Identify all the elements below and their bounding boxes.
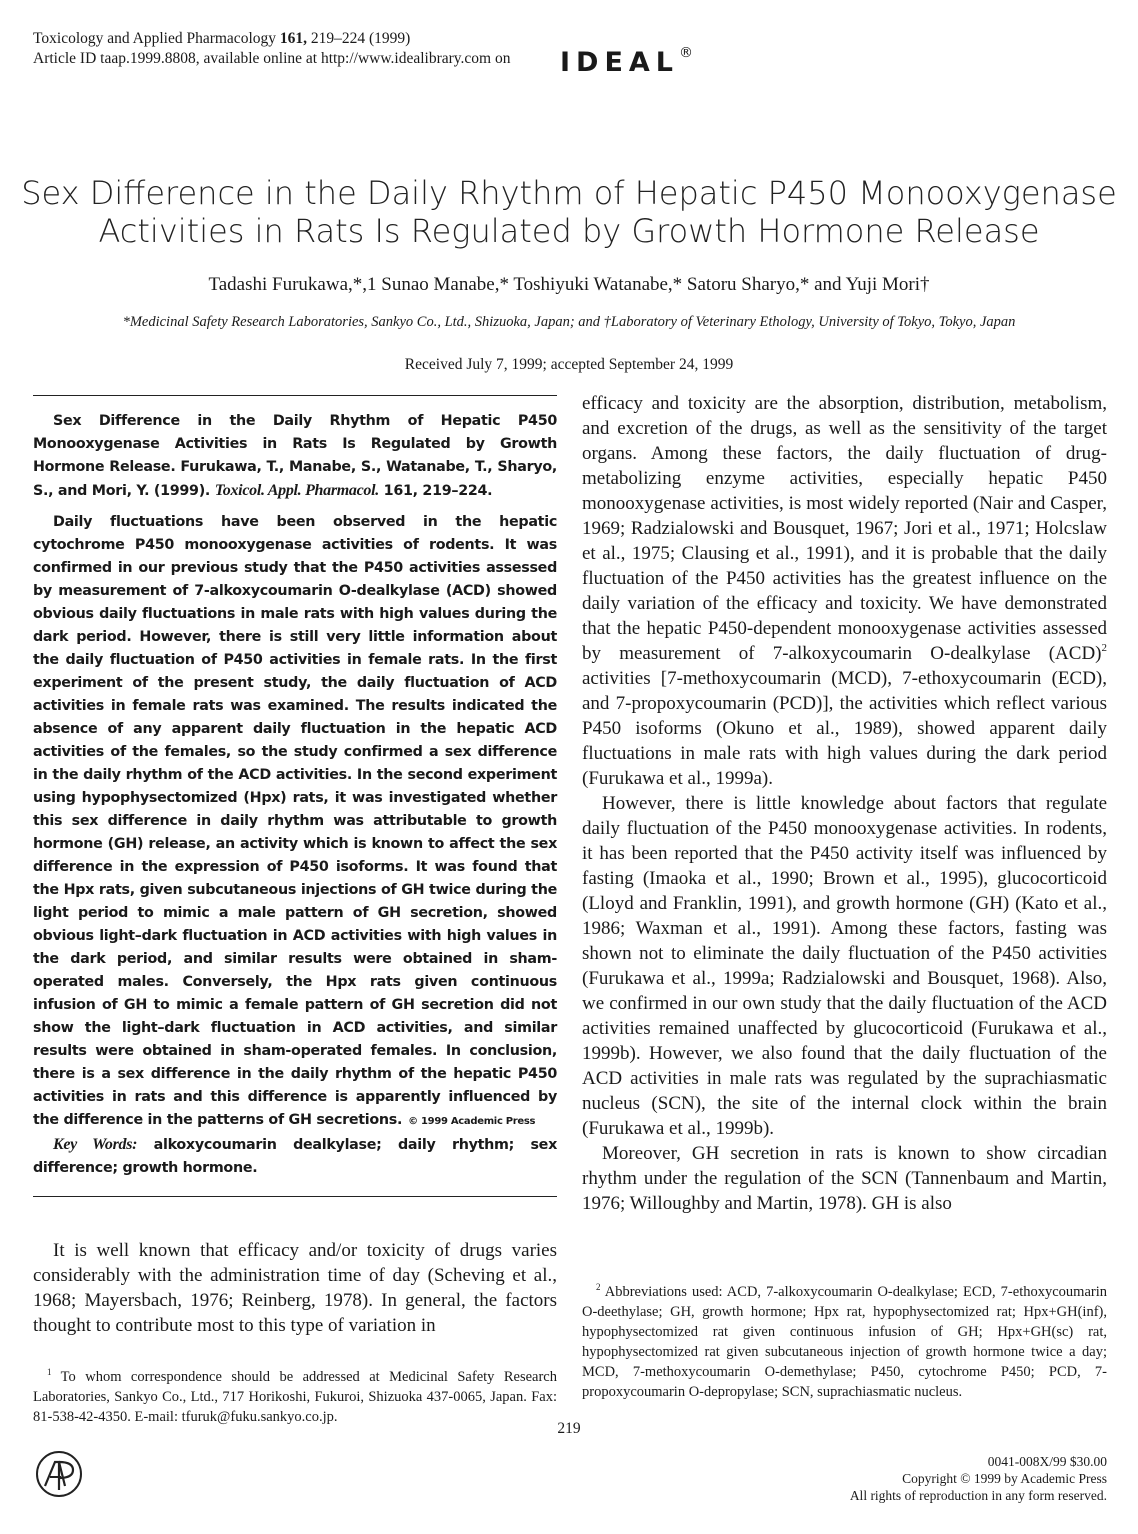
abstract-bottom-rule: [33, 1196, 557, 1197]
received-dates: Received July 7, 1999; accepted September 24, 1999: [404, 356, 734, 373]
article-title: Sex Difference in the Daily Rhythm of Hepatic P450 Monooxygenase Activities in Rats Is Regulated by Growth Hormone Release: [21, 174, 1117, 250]
body-paragraph: efficacy and toxicity are the absorption, distribution, metabolism, and excretion of the drugs, as well as the sensitivity of the target organs. Among these factors, the daily fluctuation of drug-metabolizing enzyme activities, especially hepatic P450 monooxygenase activities, is most widely reported (Nair and Casper, 1969; Radzialowski and Bousquet, 1967; Jori et al., 1971; Holcslaw et al., 1975; Clausing et al., 1991), and it is probable that the daily fluctuation of the P450 activities has the greatest influence on the daily variation of the efficacy and toxicity. We have demonstrated that the hepatic P450-dependent monooxygenase activities assessed by measurement of 7-alkoxycoumarin O-dealkylase (ACD)$^2$ activities [7-methoxycoumarin (MCD), 7-ethoxycoumarin (ECD), and 7-propoxycoumarin (PCD)], the activities which reflect various P450 isoforms (Okuno et al., 1989), showed apparent daily fluctuations in male rats with high values during the dark period (Furukawa et al., 1999a).: [582, 393, 1107, 789]
abstract: [33, 410, 557, 1180]
issn-price: 0041-008X/99 $30.00: [987, 1454, 1107, 1469]
academic-press-logo-icon: [35, 1450, 83, 1498]
body-right-column: [582, 391, 1107, 1216]
body-paragraph: However, there is little knowledge about factors that regulate daily fluctuation of the P450 monooxygenase activities. In rodents, it has been reported that the P450 activity itself was influenced by fasting (Imaoka et al., 1990; Brown et al., 1995), glucocorticoid (Lloyd and Franklin, 1991), and growth hormone (GH) (Kato et al., 1986; Waxman et al., 1991). Among these factors, fasting was shown not to eliminate the daily fluctuation of the P450 activities (Furukawa et al., 1999a; Radzialowski and Bousquet, 1968). Also, we confirmed in our own study that the daily fluctuation of the ACD activities remained unaffected by glucocorticoid (Furukawa et al., 1999b). However, we also found that the daily fluctuation of the ACD activities in male rats was regulated by the suprachiasmatic nucleus (SCN), the site of the internal clock within the brain (Furukawa et al., 1999b).: [582, 793, 1107, 1139]
abstract-body: Daily fluctuations have been observed in the hepatic cytochrome P450 monooxygenase activities of rodents. It was confirmed in our previous study that the P450 activities assessed by measurement of 7-alkoxycoumarin O-dealkylase (ACD) showed obvious daily fluctuations in male rats with high values during the dark period. However, there is still very little information about the daily fluctuation of P450 activities in female rats. In the first experiment of the present study, the daily fluctuation of ACD activities in female rats was examined. The results indicated the absence of any apparent daily fluctuation in the hepatic ACD activities of the females, so the study confirmed a sex difference in the daily rhythm of the ACD activities. In the second experiment using hypophysectomized (Hpx) rats, it was investigated whether this sex difference in daily rhythm was attributable to growth hormone (GH) release, an activity which is known to affect the sex difference in the expression of P450 isoforms. It was found that the Hpx rats, given subcutaneous injections of GH twice during the light period to mimic a male pattern of GH secretion, showed obvious light–dark fluctuation in ACD activities with high values in the dark period, and similar results were obtained in sham-operated males. Conversely, the Hpx rats given continuous infusion of GH to mimic a female pattern of GH secretion did not show the light–dark fluctuation in ACD activities, and similar results were obtained in sham-operated females. In conclusion, there is a sex difference in the daily rhythm of the hepatic P450 activities in rats and this difference is apparently influenced by the difference in the patterns of GH secretions. © 1999 Academic Press: [33, 514, 557, 1128]
affiliations: *Medicinal Safety Research Laboratories, Sankyo Co., Ltd., Shizuoka, Japan; and †Laboratory of Veterinary Ethology, University of Tokyo, Tokyo, Japan: [122, 314, 1016, 330]
journal-header: [33, 29, 511, 69]
abstract-citation: Sex Difference in the Daily Rhythm of Hepatic P450 Monooxygenase Activities in Rats Is Regulated by Growth Hormone Release. Furukawa, T., Manabe, S., Watanabe, T., Sharyo, S., and Mori, Y. (1999). Toxicol. Appl. Pharmacol. 161, 219–224.: [33, 413, 557, 499]
author-list: Tadashi Furukawa,*,1 Sunao Manabe,* Toshiyuki Watanabe,* Satoru Sharyo,* and Yuji Mori†: [208, 274, 930, 295]
copyright-block: [760, 1453, 1107, 1504]
footnote-abbreviations: $^2$ Abbreviations used: ACD, 7-alkoxycoumarin O-dealkylase; ECD, 7-ethoxycoumarin O-deethylase; GH, growth hormone; Hpx rat, hypophysectomized rat; Hpx+GH(inf), hypophysectomized rat given continuous infusion of GH; Hpx+GH(sc) rat, hypophysectomized rat given subcutaneous injection of growth hormone twice a day; MCD, 7-methoxycoumarin O-demethylase; P450, cytochrome P450; PCD, 7-propoxycoumarin O-depropylase; SCN, suprachiasmatic nucleus.: [582, 1282, 1107, 1400]
body-paragraph: It is well known that efficacy and/or toxicity of drugs varies considerably with the administration time of day (Scheving et al., 1968; Mayersbach, 1976; Reinberg, 1978). In general, the factors thought to contribute most to this type of variation in: [33, 1240, 557, 1336]
ideal-logo: IDEAL®: [560, 45, 694, 78]
body-paragraph: Moreover, GH secretion in rats is known to show circadian rhythm under the regulation of the SCN (Tannenbaum and Martin, 1976; Willoughby and Martin, 1978). GH is also: [582, 1143, 1107, 1214]
footnote-marker: 2: [1101, 642, 1107, 654]
keywords: Key Words: alkoxycoumarin dealkylase; daily rhythm; sex difference; growth hormone.: [33, 1136, 557, 1176]
copyright-line: Copyright © 1999 by Academic Press: [902, 1471, 1107, 1486]
body-left-column: [33, 1238, 557, 1338]
article-id-line: Article ID taap.1999.8808, available online at http://www.idealibrary.com on: [33, 50, 511, 67]
abstract-top-rule: [33, 395, 557, 396]
page-number: 219: [557, 1420, 581, 1437]
rights-line: All rights of reproduction in any form reserved.: [849, 1488, 1107, 1503]
footnote-correspondence: $^1$ To whom correspondence should be addressed at Medicinal Safety Research Laboratories, Sankyo Co., Ltd., 717 Horikoshi, Fukuroi, Shizuoka 437-0065, Japan. Fax: 81-538-42-4350. E-mail: tfuruk@fuku.sankyo.co.jp.: [33, 1367, 557, 1425]
volume-number: 161,: [279, 30, 307, 47]
journal-citation-line: Toxicology and Applied Pharmacology 161, 219–224 (1999): [33, 30, 411, 47]
